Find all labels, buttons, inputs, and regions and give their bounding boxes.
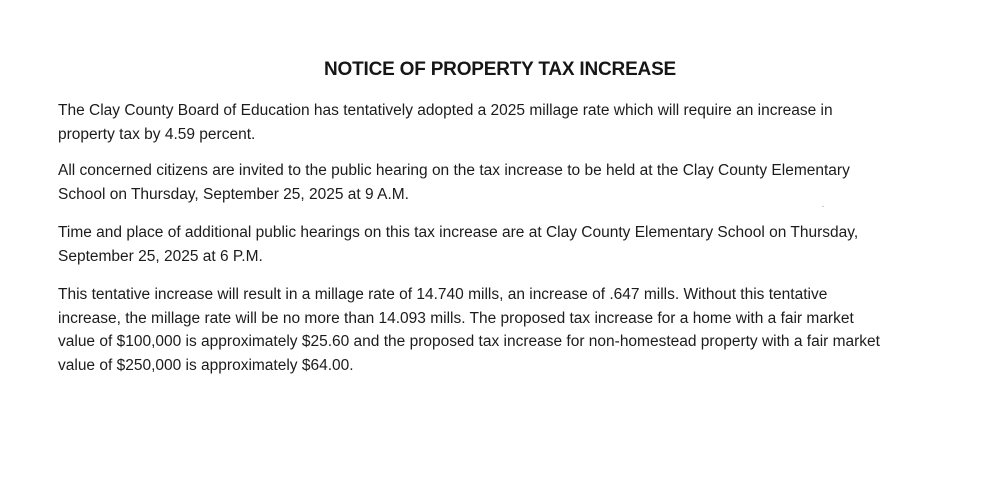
paragraph-line: September 25, 2025 at 6 P.M. [58, 247, 263, 265]
paragraph-public-hearing [58, 159, 958, 206]
paragraph-line: This tentative increase will result in a millage rate of 14.740 mills, an increase of .647 mills. Without this tentative [58, 286, 828, 303]
paragraph-millage-details [58, 283, 958, 377]
paragraph-line: property tax by 4.59 percent. [58, 125, 256, 143]
paragraph-line: value of $250,000 is approximately $64.00. [58, 356, 354, 374]
paragraph-line: All concerned citizens are invited to the public hearing on the tax increase to be held at the Clay County Elementary [58, 162, 850, 179]
paragraph-additional-hearings [58, 221, 958, 268]
notice-title: NOTICE OF PROPERTY TAX INCREASE [323, 59, 677, 80]
paragraph-line: Time and place of additional public hearings on this tax increase are at Clay County Elementary School on Thursday, [58, 224, 859, 241]
paragraph-line: The Clay County Board of Education has tentatively adopted a 2025 millage rate which will require an increase in [58, 102, 833, 119]
paragraph-line: increase, the millage rate will be no more than 14.093 mills. The proposed tax increase for a home with a fair market [58, 309, 854, 327]
paragraph-line: value of $100,000 is approximately $25.60 and the proposed tax increase for non-homestead property with a fair market [58, 333, 880, 350]
paragraph-tax-increase-percent [58, 99, 958, 146]
paragraph-line: School on Thursday, September 25, 2025 at 9 A.M. [58, 185, 409, 203]
scan-artifact [822, 206, 824, 207]
